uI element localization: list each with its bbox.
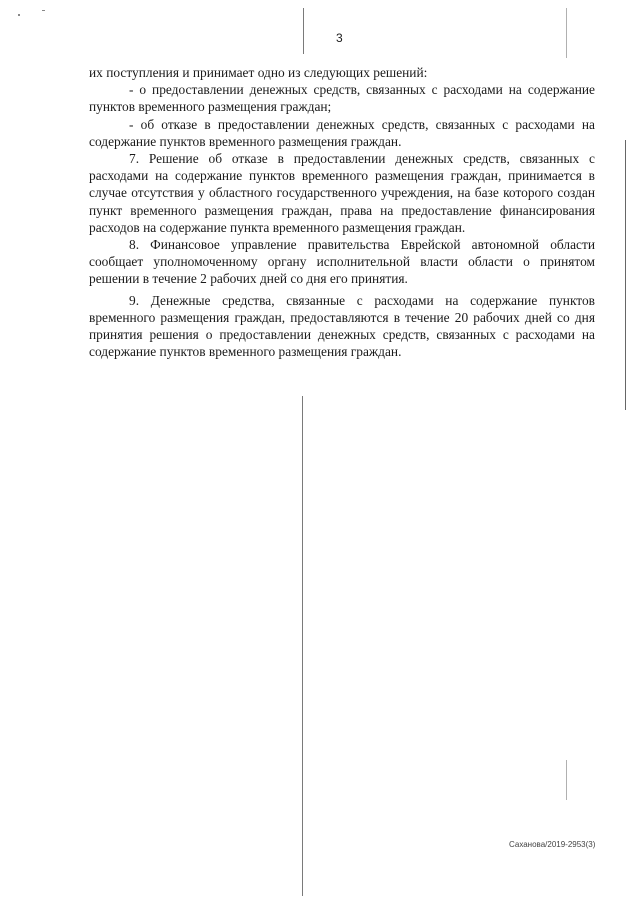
scan-mark-dot (18, 14, 20, 16)
page-number: 3 (336, 31, 343, 45)
fold-line-bottom (302, 396, 303, 896)
paragraph: - о предоставлении денежных средств, связанных с расходами на содержание пунктов временного размещения граждан; (89, 82, 595, 115)
scan-edge-line (625, 140, 626, 410)
paragraph: 8. Финансовое управление правительства Еврейской автономной области сообщает уполномоченному органу исполнительной власти области о принятом решении в течение 2 рабочих дней со дня его принятия. (89, 237, 595, 287)
scan-edge-line (566, 8, 567, 58)
paragraph: 7. Решение об отказе в предоставлении денежных средств, связанных с расходами на содержание пунктов временного размещения граждан, принимается в случае отсутствия у областного государственного учреждения, на базе которого создан пункт временного размещения граждан, права на предоставление финансирования расходов на содержание пункта временного размещения граждан. (89, 151, 595, 235)
paragraph: 9. Денежные средства, связанные с расходами на содержание пунктов временного размещения граждан, предоставляются в течение 20 рабочих дней со дня принятия решения о предоставлении денежных средств, связанных с расходами на содержание пунктов временного размещения граждан. (89, 292, 595, 360)
scan-edge-line (566, 760, 567, 800)
document-body (89, 64, 595, 360)
scan-mark-dot (42, 10, 45, 11)
document-footer-code: Саханова/2019-2953(3) (509, 840, 596, 849)
paragraph: их поступления и принимает одно из следующих решений: (89, 65, 428, 80)
fold-line-top (303, 8, 304, 54)
paragraph: - об отказе в предоставлении денежных средств, связанных с расходами на содержание пунктов временного размещения граждан. (89, 116, 595, 149)
